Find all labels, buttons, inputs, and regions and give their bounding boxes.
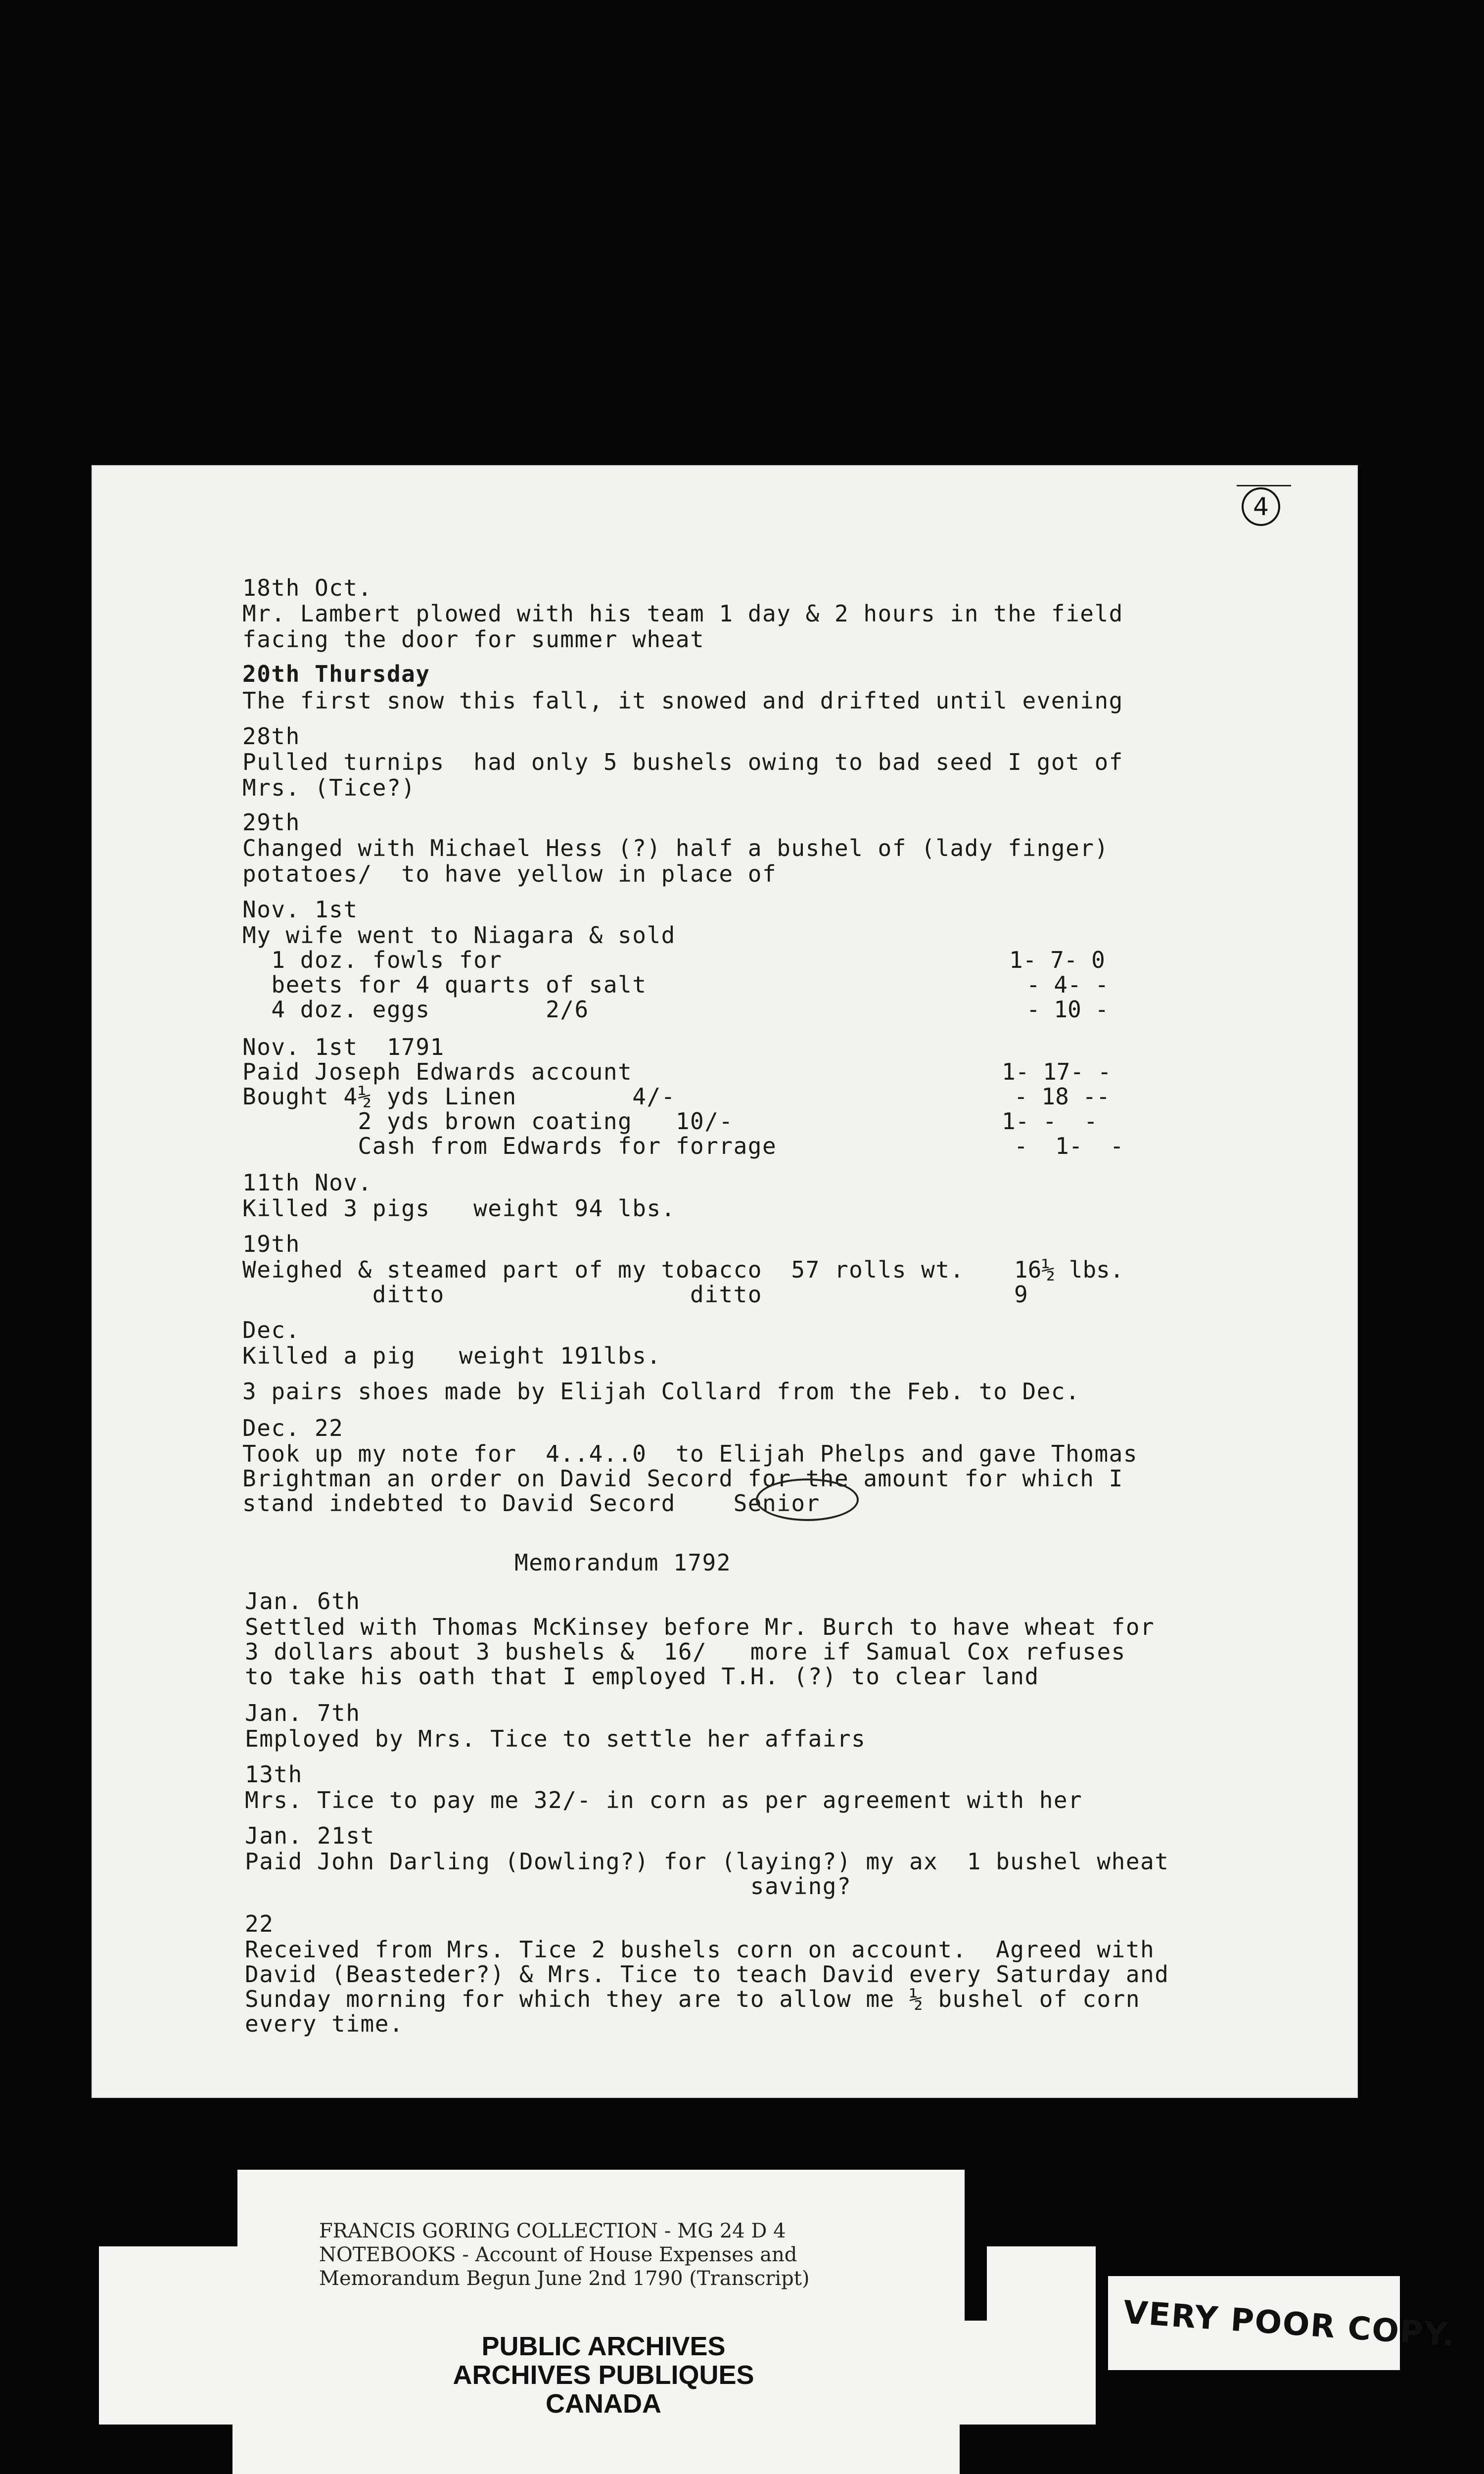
text-line: Dec. 22 xyxy=(242,1415,344,1441)
label-line: Memorandum Begun June 2nd 1790 (Transcript) xyxy=(319,2267,810,2290)
text-line: Employed by Mrs. Tice to settle her affairs xyxy=(245,1725,866,1752)
text-line: potatoes/ to have yellow in place of xyxy=(242,860,777,887)
text-line: Bought 4½ yds Linen 4/- xyxy=(242,1083,676,1110)
text-line: 3 pairs shoes made by Elijah Collard from the Feb. to Dec. xyxy=(242,1378,1080,1405)
amount: 1- - - xyxy=(1002,1108,1098,1135)
text-line: 13th xyxy=(245,1761,303,1788)
label-line: FRANCIS GORING COLLECTION - MG 24 D 4 xyxy=(319,2220,786,2242)
text-line: Changed with Michael Hess (?) half a bushel of (lady finger) xyxy=(242,835,1109,861)
amount: - 1- - xyxy=(1014,1133,1124,1159)
amount: 1- 17- - xyxy=(1002,1058,1112,1085)
text-line: Paid Joseph Edwards account xyxy=(242,1058,633,1085)
text-line: David (Beasteder?) & Mrs. Tice to teach David every Saturday and xyxy=(245,1961,1169,1988)
senior-circle-annotation xyxy=(756,1478,859,1521)
text-line: Weighed & steamed part of my tobacco 57 rolls wt. xyxy=(242,1256,965,1283)
text-line: Mrs. Tice to pay me 32/- in corn as per agreement with her xyxy=(245,1787,1083,1813)
text-line: every time. xyxy=(245,2010,404,2037)
label-bottom-strip xyxy=(232,2415,960,2474)
text-line: Jan. 6th xyxy=(245,1588,361,1615)
text-line: Jan. 21st xyxy=(245,1822,375,1849)
amount: 9 xyxy=(1014,1281,1028,1308)
text-line: Received from Mrs. Tice 2 bushels corn on account. Agreed with xyxy=(245,1936,1155,1963)
memorandum-heading: Memorandum 1792 xyxy=(514,1549,731,1576)
text-line: The first snow this fall, it snowed and drifted until evening xyxy=(242,687,1123,714)
text-line: 20th Thursday xyxy=(242,661,430,687)
text-line: Paid John Darling (Dowling?) for (laying?) my ax 1 bushel wheat xyxy=(245,1848,1169,1875)
text-line: stand indebted to David Secord Senior xyxy=(242,1490,820,1517)
amount: 1- 7- 0 xyxy=(1009,947,1105,973)
text-line: Mr. Lambert plowed with his team 1 day & 2 hours in the field xyxy=(242,600,1123,627)
text-line: Dec. xyxy=(242,1317,300,1343)
text-line: Settled with Thomas McKinsey before Mr. Burch to have wheat for xyxy=(245,1614,1155,1640)
amount: - 18 -- xyxy=(1014,1083,1110,1110)
text-line: 19th xyxy=(242,1231,300,1257)
text-line: facing the door for summer wheat xyxy=(242,626,705,653)
quality-stamp: VERY POOR COPY. xyxy=(1122,2294,1457,2354)
page-number: 4 xyxy=(1242,487,1280,526)
amount: - 10 - xyxy=(1026,996,1109,1023)
text-line: 18th Oct. xyxy=(242,574,372,601)
text-line: 1 doz. fowls for xyxy=(242,947,503,973)
text-line: 28th xyxy=(242,723,300,750)
text-line: 22 xyxy=(245,1910,274,1937)
text-line: Killed a pig weight 191lbs. xyxy=(242,1342,661,1369)
text-line: 11th Nov. xyxy=(242,1169,372,1196)
text-line: 4 doz. eggs 2/6 xyxy=(242,996,589,1023)
text-line: Nov. 1st xyxy=(242,896,358,923)
text-line: Pulled turnips had only 5 bushels owing to bad seed I got of xyxy=(242,749,1123,775)
text-line: 3 dollars about 3 bushels & 16/ more if Samual Cox refuses xyxy=(245,1638,1126,1665)
archives-title: ARCHIVES PUBLIQUES xyxy=(453,2360,754,2390)
amount: 16½ lbs. xyxy=(1014,1256,1124,1283)
text-line: Took up my note for 4..4..0 to Elijah Phelps and gave Thomas xyxy=(242,1440,1138,1467)
text-line: My wife went to Niagara & sold xyxy=(242,922,676,949)
text-line: ditto ditto xyxy=(242,1281,762,1308)
text-line: saving? xyxy=(245,1873,852,1900)
text-line: Jan. 7th xyxy=(245,1700,361,1726)
text-line: Sunday morning for which they are to allow me ½ bushel of corn xyxy=(245,1986,1141,2012)
text-line: Nov. 1st 1791 xyxy=(242,1034,445,1060)
archives-title: CANADA xyxy=(546,2389,661,2419)
text-line: Brightman an order on David Secord for the amount for which I xyxy=(242,1465,1123,1492)
text-line: 2 yds brown coating 10/- xyxy=(242,1108,734,1135)
text-line: 29th xyxy=(242,809,300,836)
archives-title: PUBLIC ARCHIVES xyxy=(481,2331,726,2361)
text-line: Cash from Edwards for forrage xyxy=(242,1133,777,1159)
amount: - 4- - xyxy=(1026,971,1109,998)
text-line: to take his oath that I employed T.H. (?) to clear land xyxy=(245,1663,1039,1690)
label-line: NOTEBOOKS - Account of House Expenses and xyxy=(319,2243,797,2266)
text-line: Killed 3 pigs weight 94 lbs. xyxy=(242,1195,676,1222)
text-line: Mrs. (Tice?) xyxy=(242,774,416,801)
text-line: beets for 4 quarts of salt xyxy=(242,971,647,998)
